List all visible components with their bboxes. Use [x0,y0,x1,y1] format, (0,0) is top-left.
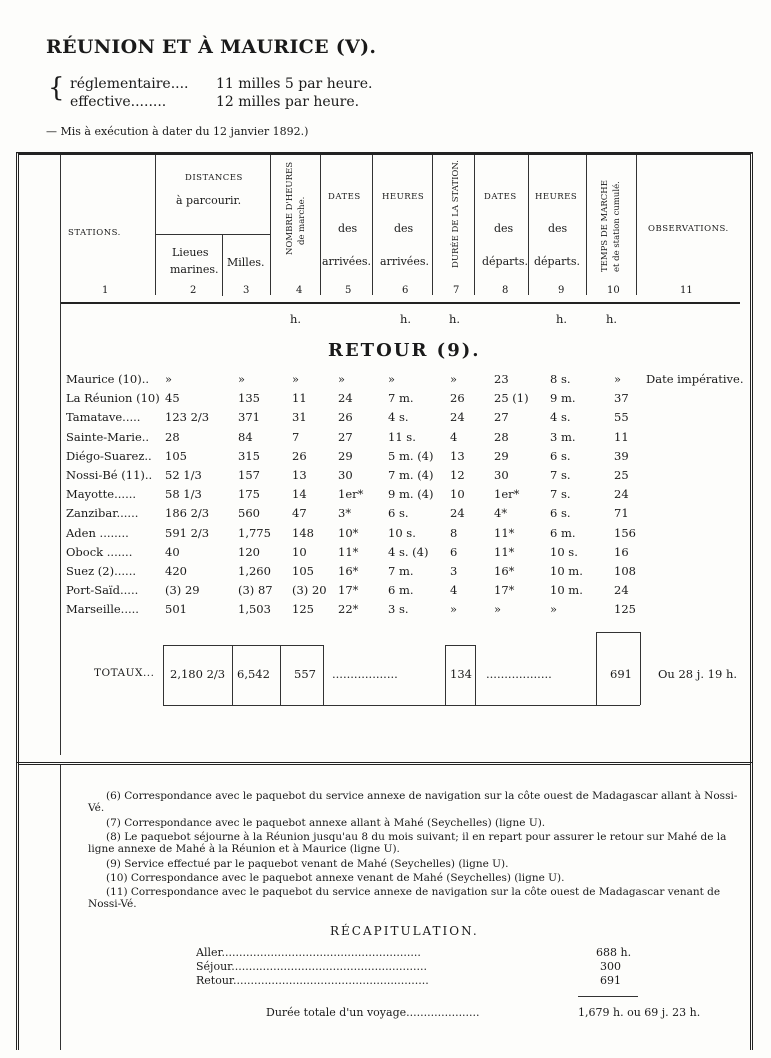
station-name: La Réunion (10) [66,391,160,406]
cell-col-6: 4 s. [388,410,409,425]
vline-1 [155,155,156,295]
cell-col-10: 39 [614,448,629,463]
totals-heures: 557 [294,667,316,681]
recap-aller-label: Aller......................................................... [196,946,421,959]
speed-effective [56,94,360,110]
cell-col-9: 7 s. [550,468,571,482]
cell-col-3: 1,260 [238,564,271,578]
table-row [0,506,771,526]
totals-lieues: 2,180 2/3 [170,667,226,681]
col-lieues: Lieues [172,246,209,259]
cell-col-6: » [388,372,396,386]
recap-aller-value: 688 h. [596,946,632,959]
col-parcourir: à parcourir. [176,194,242,207]
cell-col-7: 8 [450,525,458,540]
recap-sejour-value: 300 [600,960,621,973]
cell-col-4: 26 [292,448,307,463]
cell-col-7: 3 [450,564,458,578]
station-name: Aden ........ [66,525,129,540]
col-temps-marche: TEMPS DE MARCHE [600,180,610,272]
cell-col-8: 11* [494,525,515,540]
table-row [0,583,771,603]
col-dates-arr-2: des [338,222,358,235]
colnum-3: 3 [243,285,250,296]
totals-rule-1 [163,645,323,646]
col-milles: Milles. [227,256,265,269]
col-dates-dep-2: des [494,222,514,235]
cell-col-4: 47 [292,506,307,521]
cell-col-2: 501 [165,602,187,617]
cell-col-8: 1er* [494,487,520,502]
note-7: (7) Correspondance avec le paquebot annexe allant à Mahé (Seychelles) (ligne U). [106,817,546,829]
cell-col-3: » [238,372,246,386]
cell-col-9: 9 m. [550,391,576,406]
cell-col-10: 71 [614,506,629,521]
recap-retour-value: 691 [600,974,621,987]
cell-col-2: 45 [165,391,180,406]
unit-c9: h. [556,312,568,326]
note-9: (9) Service effectué par le paquebot venant de Mahé (Seychelles) (ligne U). [106,858,509,870]
cell-col-3: 1,503 [238,602,271,617]
cell-col-8: 17* [494,583,515,598]
cell-col-3: 175 [238,487,260,502]
colnum-7: 7 [453,285,460,296]
unit-c6: h. [400,312,412,326]
cell-col-7: 13 [450,448,465,463]
cell-col-4: (3) 20 [292,583,327,598]
cell-col-5: 17* [338,583,359,598]
unit-c7: h. [449,312,461,326]
col-distances: DISTANCES [185,173,243,183]
cell-col-7: 12 [450,468,465,482]
col-dates-arr-3: arrivées. [322,255,371,268]
station-name: Zanzibar...... [66,506,139,521]
colnum-2: 2 [190,285,197,296]
totals-cumul: 691 [610,667,632,681]
cell-col-8: 16* [494,564,515,578]
table-row [0,526,771,546]
note-10: (10) Correspondance avec le paquebot annexe venant de Mahé (Seychelles) (ligne U). [106,872,565,884]
cell-col-9: 7 s. [550,487,571,502]
cell-col-5: 22* [338,602,359,617]
cell-col-8: 27 [494,410,509,425]
cell-col-7: 26 [450,391,465,406]
unit-c4: h. [290,312,302,326]
cell-col-5: 1er* [338,487,364,502]
cell-col-3: 84 [238,429,253,444]
cell-col-6: 7 m. [388,391,414,406]
cell-col-10: 156 [614,525,636,540]
colnum-10: 10 [607,285,620,296]
cell-col-4: 10 [292,544,307,559]
cell-col-5: 26 [338,410,353,425]
totals-obs: Ou 28 j. 19 h. [658,667,738,681]
totals-milles: 6,542 [237,667,270,681]
station-name: Tamatave..... [66,410,141,425]
recap-total-label: Durée totale d'un voyage..................... [266,1006,480,1019]
cell-col-6: 11 s. [388,429,416,444]
colnum-8: 8 [502,285,509,296]
station-name: Maurice (10).. [66,372,150,386]
cell-col-3: 1,775 [238,525,271,540]
cell-col-11: Date impérative. [646,372,744,386]
totals-dots-2: .................. [486,667,552,681]
cell-col-2: 105 [165,448,187,463]
cell-col-7: » [450,372,458,386]
cell-col-10: 24 [614,583,629,598]
totals-bottom-rule [163,705,640,706]
cell-col-7: » [450,602,458,617]
cell-col-10: » [614,372,622,386]
totals-station: 134 [450,667,472,681]
vline-4 [320,155,321,295]
station-name: Diégo-Suarez.. [66,448,152,463]
cell-col-8: 29 [494,448,509,463]
cell-col-3: 315 [238,448,260,463]
station-name: Sainte-Marie.. [66,429,150,444]
cell-col-5: » [338,372,346,386]
cell-col-4: 31 [292,410,307,425]
cell-col-5: 30 [338,468,353,482]
station-name: Nossi-Bé (11).. [66,468,153,482]
page-title: RÉUNION ET À MAURICE (V). [46,36,377,58]
col-dates-dep-1: DATES [484,192,517,202]
vline-10 [636,155,637,295]
col-stations: STATIONS. [68,228,121,238]
colnum-4: 4 [296,285,303,296]
cell-col-6: 3 s. [388,602,409,617]
table-row [0,410,771,430]
cell-col-4: 125 [292,602,314,617]
cell-col-3: 560 [238,506,260,521]
note-6: (6) Correspondance avec le paquebot du service annexe de navigation sur la côte ouest de Madagascar allant à Nossi-Vé. [88,790,738,814]
speed-eff-label: effective........ [70,94,167,110]
cell-col-2: 58 1/3 [165,487,202,502]
vline-8 [528,155,529,295]
cell-col-9: » [550,602,558,617]
cell-col-2: 420 [165,564,187,578]
col-dates-arr-1: DATES [328,192,361,202]
table-row [0,545,771,565]
vline-5 [372,155,373,295]
col-duree-station: DURÉE DE LA STATION. [451,160,461,268]
unit-c10: h. [606,312,618,326]
cell-col-9: 10 m. [550,564,583,578]
brace-icon: { [48,73,65,103]
colnum-1: 1 [102,285,109,296]
cell-col-4: 13 [292,468,307,482]
cell-col-4: » [292,372,300,386]
cell-col-2: (3) 29 [165,583,200,598]
cell-col-6: 7 m. [388,564,414,578]
cell-col-6: 9 m. (4) [388,487,434,502]
table-row [0,602,771,622]
speed-reg-label: réglementaire.... [70,76,189,92]
cell-col-2: 591 2/3 [165,525,210,540]
cell-col-10: 25 [614,468,629,482]
vline-9 [586,155,587,295]
cell-col-3: (3) 87 [238,583,273,598]
cell-col-8: 4* [494,506,508,521]
cell-col-2: 186 2/3 [165,506,210,521]
station-name: Mayotte...... [66,487,137,502]
colnum-11: 11 [680,285,693,296]
col-heures-dep-3: départs. [534,255,580,268]
totals-label: TOTAUX... [94,667,155,679]
recap-sejour-label: Séjour........................................................ [196,960,428,973]
cell-col-5: 16* [338,564,359,578]
cell-col-6: 7 m. (4) [388,468,434,482]
cell-col-8: 30 [494,468,509,482]
cell-col-4: 7 [292,429,300,444]
cell-col-6: 5 m. (4) [388,448,434,463]
cell-col-2: » [165,372,173,386]
station-name: Port-Saïd..... [66,583,139,598]
station-name: Marseille..... [66,602,139,617]
header-rule [60,302,740,304]
cell-col-7: 4 [450,429,458,444]
table-row [0,449,771,469]
vline-2 [222,234,223,296]
table-row [0,564,771,584]
vline-6 [432,155,433,295]
recap-total-value: 1,679 h. ou 69 j. 23 h. [578,1006,701,1019]
cell-col-10: 11 [614,429,629,444]
cell-col-10: 125 [614,602,636,617]
cell-col-2: 28 [165,429,180,444]
col-heures-dep-2: des [548,222,568,235]
table-row [0,391,771,411]
cell-col-5: 10* [338,525,359,540]
recap-retour-label: Retour........................................................ [196,974,429,987]
cell-col-6: 4 s. (4) [388,544,429,559]
speed-reg-value: 11 milles 5 par heure. [216,76,373,92]
cell-col-9: 6 m. [550,525,576,540]
cell-col-9: 8 s. [550,372,571,386]
cell-col-9: 6 s. [550,448,571,463]
col-heures-marche: NOMBRE D'HEURES [285,161,295,255]
cell-col-5: 27 [338,429,353,444]
col-observations: OBSERVATIONS. [648,224,729,234]
cell-col-6: 6 m. [388,583,414,598]
cell-col-5: 11* [338,544,359,559]
distance-rule [155,234,270,235]
col-cumule: et de station cumulé. [612,181,622,272]
table-row [0,372,771,392]
cell-col-10: 37 [614,391,629,406]
note-11: (11) Correspondance avec le paquebot du service annexe de navigation sur la côte ouest de Madagascar venant de Nossi-Vé. [88,886,721,910]
table-row [0,430,771,450]
cell-col-7: 10 [450,487,465,502]
recap-rule [578,996,638,997]
table-row [0,487,771,507]
col-heures-dep-1: HEURES [535,192,578,202]
cell-col-8: » [494,602,502,617]
cell-col-3: 157 [238,468,260,482]
colnum-5: 5 [345,285,352,296]
cell-col-10: 55 [614,410,629,425]
cell-col-9: 10 s. [550,544,578,559]
cell-col-6: 10 s. [388,525,416,540]
note-8: (8) Le paquebot séjourne à la Réunion jusqu'au 8 du mois suivant; il en repart pour assurer le retour sur Mahé de la ligne annexe de Mahé à la Réunion et à Maurice (ligne U). [88,831,727,855]
cell-col-9: 6 s. [550,506,571,521]
cell-col-8: 25 (1) [494,391,529,406]
cell-col-3: 135 [238,391,260,406]
vline-7 [474,155,475,295]
cell-col-2: 52 1/3 [165,468,202,482]
totals-dots-1: .................. [332,667,398,681]
station-name: Obock ....... [66,544,133,559]
cell-col-7: 24 [450,410,465,425]
vline-3 [270,155,271,295]
cell-col-6: 6 s. [388,506,409,521]
table-row [0,468,771,488]
cell-col-2: 123 2/3 [165,410,210,425]
cell-col-8: 11* [494,544,515,559]
cell-col-2: 40 [165,544,180,559]
totals-rule-2 [445,645,475,646]
speed-reglementaire [56,76,373,92]
cell-col-5: 3* [338,506,352,521]
cell-col-9: 4 s. [550,410,571,425]
totals-rule-3 [596,632,640,633]
col-dates-dep-3: départs. [482,255,528,268]
cell-col-7: 4 [450,583,458,598]
units-row [0,312,771,332]
cell-col-10: 24 [614,487,629,502]
colnum-6: 6 [402,285,409,296]
cell-col-3: 371 [238,410,260,425]
cell-col-9: 3 m. [550,429,576,444]
col-de-marche: de marche. [297,196,307,245]
recap-title: RÉCAPITULATION. [330,924,479,938]
cell-col-4: 148 [292,525,314,540]
cell-col-7: 24 [450,506,465,521]
cell-col-4: 11 [292,391,307,406]
col-heures-arr-3: arrivées. [380,255,429,268]
speed-eff-value: 12 milles par heure. [216,94,360,110]
col-heures-arr-1: HEURES [382,192,425,202]
cell-col-5: 29 [338,448,353,463]
cell-col-5: 24 [338,391,353,406]
execution-note: — Mis à exécution à dater du 12 janvier 1892.) [46,125,309,138]
section-title: RETOUR (9). [328,340,481,361]
cell-col-10: 16 [614,544,629,559]
cell-col-4: 14 [292,487,307,502]
cell-col-4: 105 [292,564,314,578]
cell-col-7: 6 [450,544,458,559]
cell-col-9: 10 m. [550,583,583,598]
col-marines: marines. [170,263,219,276]
totals-row [0,667,771,687]
cell-col-3: 120 [238,544,260,559]
cell-col-8: 28 [494,429,509,444]
station-name: Suez (2)...... [66,564,137,578]
cell-col-8: 23 [494,372,509,386]
notes-vline [60,765,61,1050]
cell-col-10: 108 [614,564,636,578]
colnum-9: 9 [558,285,565,296]
col-heures-arr-2: des [394,222,414,235]
